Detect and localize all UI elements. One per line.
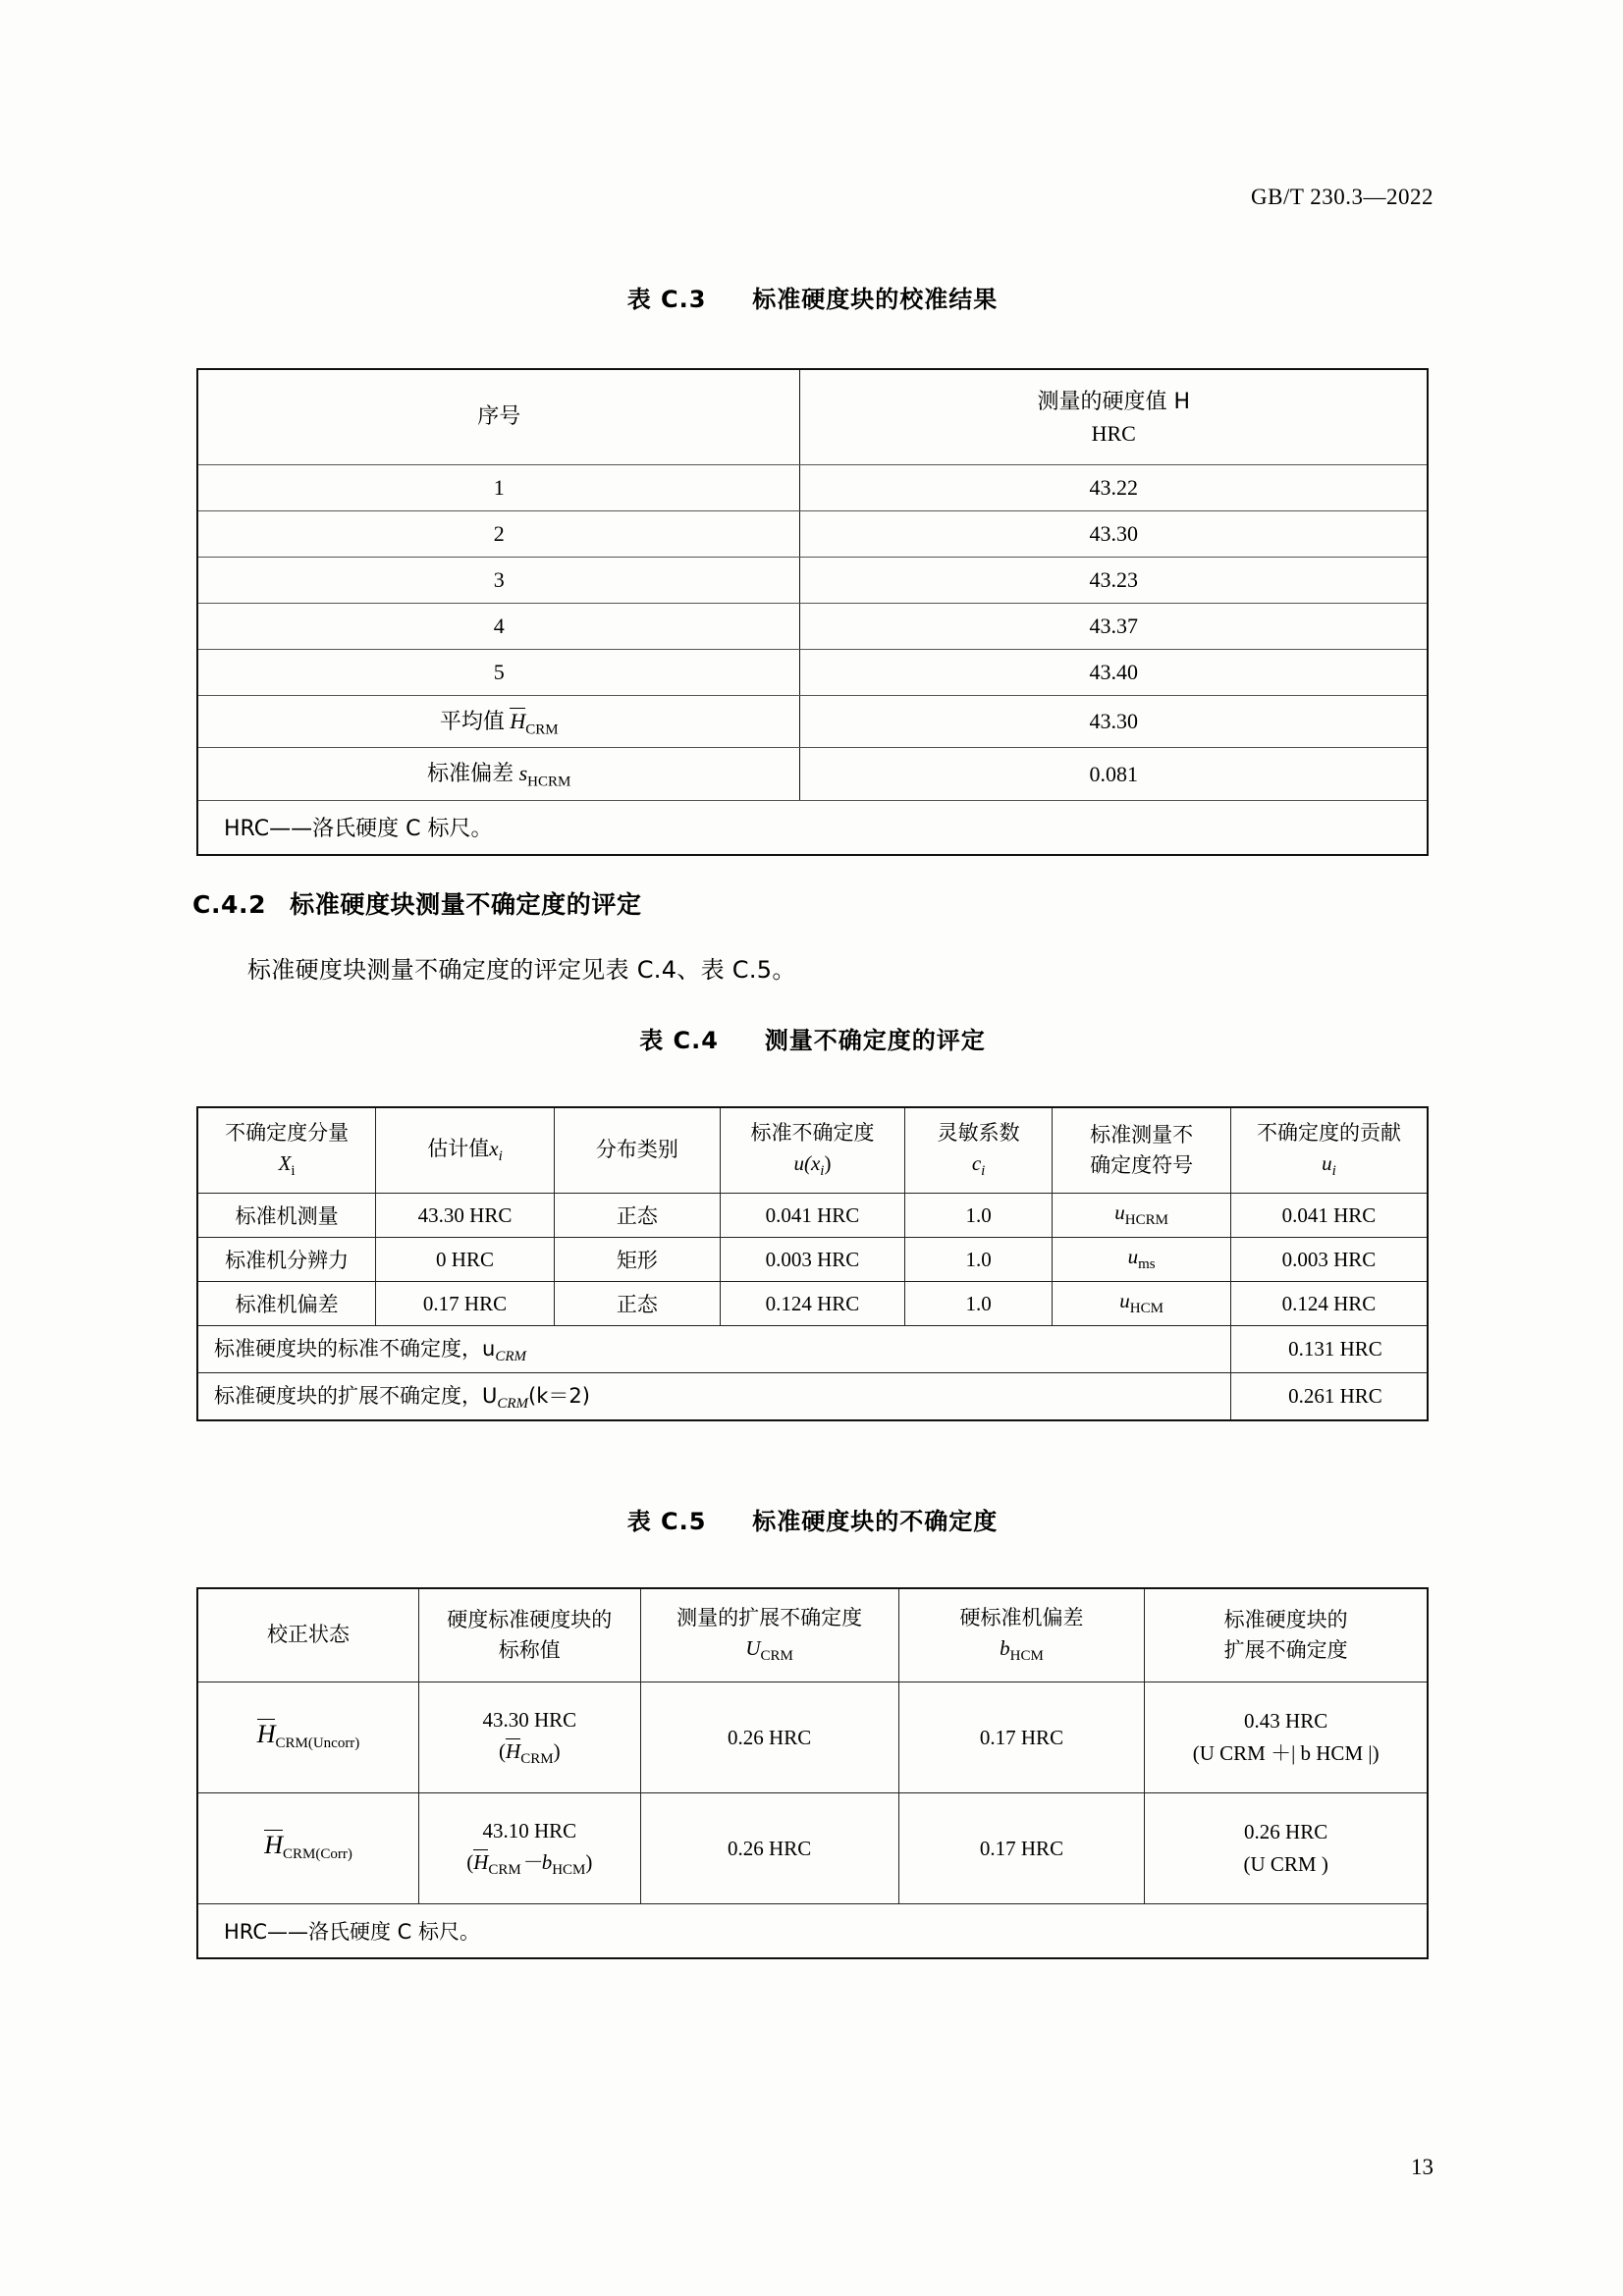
table-c4-row0-stdunc: 0.041 HRC — [720, 1194, 904, 1238]
table-row — [197, 1373, 1428, 1421]
table-c5-header-result-line1: 标准硬度块的 — [1223, 1607, 1348, 1631]
table-c5-row0-nominal-line1: 43.30 HRC — [482, 1707, 577, 1732]
table-c5-row1-result-line2: (U CRM ) — [1243, 1852, 1328, 1876]
table-c4-row2-component: 标准机偏差 — [197, 1282, 376, 1326]
table-c3-mean-symbol-sub: CRM — [525, 721, 559, 738]
table-c5-row1-result-line1: 0.26 HRC — [1244, 1820, 1328, 1844]
table-c5-header-expunc-sym: U — [745, 1636, 761, 1661]
table-c4-row2-symbol-sym: u — [1119, 1289, 1130, 1313]
table-c4-row1-symbol — [1053, 1238, 1231, 1282]
table-c5-row1-nominal-tail: －b — [520, 1850, 553, 1875]
table-c4-row2-symbol-sub: HCM — [1129, 1301, 1163, 1317]
table-c5-header-bias-sub: HCM — [1009, 1648, 1044, 1665]
page-header-standard-code: GB/T 230.3—2022 — [1251, 185, 1434, 209]
table-row — [197, 1194, 1428, 1238]
table-c3-header-col2 — [800, 369, 1428, 465]
table-c3-sd-value: 0.081 — [800, 748, 1428, 800]
table-row — [197, 1904, 1428, 1959]
table-c4-row0-sensitivity: 1.0 — [904, 1194, 1052, 1238]
table-c5-header-nominal — [419, 1588, 641, 1682]
table-c5-row0-result-line1: 0.43 HRC — [1244, 1709, 1328, 1734]
table-c3-sd-symbol-sub: HCRM — [527, 774, 571, 790]
table-c5-header-expunc-sub: CRM — [760, 1648, 793, 1665]
table-c5-header-bias-sym: b — [1000, 1636, 1010, 1661]
table-c4-header-estimate — [376, 1107, 555, 1194]
table-c4-row1-component: 标准机分辨力 — [197, 1238, 376, 1282]
table-row — [197, 1682, 1428, 1793]
table-c5-row0-bias: 0.17 HRC — [898, 1682, 1145, 1793]
table-c5-row0-result-line2: (U CRM ＋| b HCM |) — [1192, 1741, 1380, 1765]
table-c5-row1-nominal-sym: H — [473, 1850, 489, 1875]
table-c5-row0-expunc: 0.26 HRC — [640, 1682, 898, 1793]
table-c4-row2-sensitivity: 1.0 — [904, 1282, 1052, 1326]
table-c4-row2-distribution: 正态 — [554, 1282, 720, 1326]
table-c3-caption — [196, 280, 1429, 314]
table-c4-header-stdunc-sub: i — [820, 1163, 825, 1180]
table-c4-header-contribution-sub: i — [1331, 1163, 1336, 1180]
table-c4-row2-estimate: 0.17 HRC — [376, 1282, 555, 1326]
table-row — [197, 1588, 1428, 1682]
table-c4-row1-contribution: 0.003 HRC — [1230, 1238, 1428, 1282]
table-row — [197, 1793, 1428, 1904]
table-c5-header-expunc-line1: 测量的扩展不确定度 — [676, 1605, 863, 1629]
table-c5-header-expunc — [640, 1588, 898, 1682]
table-c4-summary0-label-text: 标准硬度块的标准不确定度，u — [214, 1337, 496, 1361]
table-c4-row2-symbol — [1053, 1282, 1231, 1326]
table-c4-header-sensitivity-sym: c — [971, 1151, 982, 1176]
table-c5-header-bias — [898, 1588, 1145, 1682]
table-c3-row2-no: 3 — [197, 558, 800, 604]
table-row — [197, 1107, 1428, 1194]
table-c4-row1-symbol-sym: u — [1127, 1245, 1139, 1269]
table-row — [197, 696, 1428, 748]
table-c4-header-contribution-line1: 不确定度的贡献 — [1256, 1120, 1401, 1145]
table-c5-row0-state-sym: H — [256, 1720, 276, 1749]
table-c3-row3-value: 43.37 — [800, 604, 1428, 650]
table-c4-caption-title: 测量不确定度的评定 — [764, 1027, 986, 1054]
table-c4-header-distribution: 分布类别 — [554, 1107, 720, 1194]
table-c3 — [196, 368, 1429, 856]
table-c5-row0-result — [1145, 1682, 1428, 1793]
table-row — [197, 748, 1428, 800]
table-c4-row1-distribution: 矩形 — [554, 1238, 720, 1282]
table-c5-row1-state-sub: CRM(Corr) — [282, 1846, 352, 1863]
page-number: 13 — [1411, 2155, 1434, 2179]
table-row — [197, 1326, 1428, 1373]
table-c3-header-col2-line2: HRC — [1091, 420, 1136, 446]
table-c3-mean-value: 43.30 — [800, 696, 1428, 748]
table-c5-row1-result — [1145, 1793, 1428, 1904]
table-c4-summary0-value: 0.131 HRC — [1230, 1326, 1428, 1373]
table-c5-header-bias-line1: 硬标准机偏差 — [959, 1605, 1084, 1629]
table-c5-row1-nominal-line1: 43.10 HRC — [482, 1818, 577, 1842]
table-c5-row1-nominal-tail-sub: HCM — [552, 1862, 586, 1879]
table-c5-caption-title: 标准硬度块的不确定度 — [752, 1508, 999, 1535]
table-c5-caption-label: 表 C.5 — [626, 1508, 707, 1535]
table-c4-block — [196, 1021, 1429, 1421]
table-c4-header-estimate-line1: 估计值 — [427, 1136, 490, 1160]
table-c4-header-sensitivity — [904, 1107, 1052, 1194]
table-c3-sd-label-cell — [197, 748, 800, 800]
table-c4-header-contribution — [1230, 1107, 1428, 1194]
table-c5-row1-nominal-line2: $(H_{CRM}-b_{HCM})$ — [466, 1850, 593, 1879]
table-c4-summary1-label-tail: (k＝2) — [528, 1384, 590, 1409]
table-c5-row1-nominal-sub: CRM — [488, 1862, 521, 1879]
table-c5-row0-nominal-sub: CRM — [520, 1751, 554, 1768]
table-c5-row0-nominal — [419, 1682, 641, 1793]
table-c4-row0-estimate: 43.30 HRC — [376, 1194, 555, 1238]
table-c4-header-symbol-line1: 标准测量不 — [1090, 1122, 1194, 1147]
section-heading — [192, 885, 642, 921]
table-c5-note: HRC——洛氏硬度 C 标尺。 — [197, 1904, 1428, 1959]
table-c4-row0-distribution: 正态 — [554, 1194, 720, 1238]
table-c4-row1-symbol-sub: ms — [1138, 1256, 1156, 1273]
table-row — [197, 511, 1428, 558]
table-c5-row1-state — [197, 1793, 419, 1904]
table-c5-row1-nominal — [419, 1793, 641, 1904]
table-c3-row3-no: 4 — [197, 604, 800, 650]
table-c3-mean-label-cell — [197, 696, 800, 748]
table-c4-header-component-sub: i — [291, 1163, 296, 1180]
table-c4-row1-stdunc: 0.003 HRC — [720, 1238, 904, 1282]
table-c3-sd-label: 标准偏差 — [427, 762, 514, 787]
table-c4-row1-estimate: 0 HRC — [376, 1238, 555, 1282]
table-c4-header-component-sym: X — [278, 1151, 292, 1176]
table-row — [197, 650, 1428, 696]
table-c3-header-col1: 序号 — [197, 369, 800, 465]
table-row — [197, 465, 1428, 511]
table-c5-header-result — [1145, 1588, 1428, 1682]
table-c4-summary0-label-sub: CRM — [495, 1349, 526, 1365]
table-c4-header-estimate-sym: x — [489, 1136, 499, 1160]
table-row — [197, 558, 1428, 604]
table-c5-block — [196, 1502, 1429, 1959]
table-c3-note: HRC——洛氏硬度 C 标尺。 — [224, 817, 493, 842]
table-row — [197, 800, 1428, 855]
table-c5-header-nominal-line2: 标称值 — [498, 1638, 561, 1662]
table-c5-header-state: 校正状态 — [197, 1588, 419, 1682]
table-c4-row2-stdunc: 0.124 HRC — [720, 1282, 904, 1326]
table-c4-header-component-line1: 不确定度分量 — [225, 1120, 350, 1145]
table-c4-summary1-label-sub: CRM — [497, 1396, 529, 1413]
table-c4-row1-sensitivity: 1.0 — [904, 1238, 1052, 1282]
table-c3-row2-value: 43.23 — [800, 558, 1428, 604]
table-c5-row0-state-sub: CRM(Uncorr) — [275, 1735, 360, 1752]
table-c5-row1-expunc: 0.26 HRC — [640, 1793, 898, 1904]
table-c5-header-nominal-line1: 硬度标准硬度块的 — [447, 1607, 613, 1631]
table-c4-header-stdunc-close: ) — [824, 1151, 832, 1176]
table-c3-mean-symbol: H — [510, 709, 526, 733]
table-c4-summary1-label-text: 标准硬度块的扩展不确定度，U — [214, 1384, 498, 1409]
table-c4-caption-label: 表 C.4 — [639, 1027, 719, 1054]
table-c4-summary0-label — [197, 1326, 1230, 1373]
table-c5 — [196, 1587, 1429, 1959]
table-c4-summary1-value: 0.261 HRC — [1230, 1373, 1428, 1421]
table-c4-header-stdunc-sym: u(x — [793, 1151, 821, 1176]
table-c4-row0-symbol-sub: HCRM — [1124, 1212, 1168, 1229]
table-c4-row0-contribution: 0.041 HRC — [1230, 1194, 1428, 1238]
table-c4-header-contribution-sym: u — [1322, 1151, 1332, 1176]
table-c4-row0-symbol-sym: u — [1114, 1201, 1125, 1225]
table-c3-header-col2-line1: 测量的硬度值 H — [1037, 389, 1190, 414]
table-c3-row4-value: 43.40 — [800, 650, 1428, 696]
table-c5-caption — [196, 1502, 1429, 1536]
table-c4-header-component — [197, 1107, 376, 1194]
table-c4-header-symbol-line2: 确定度符号 — [1090, 1153, 1194, 1177]
table-c3-caption-title: 标准硬度块的校准结果 — [752, 286, 999, 313]
table-c4 — [196, 1106, 1429, 1421]
table-row — [197, 604, 1428, 650]
table-c5-header-result-line2: 扩展不确定度 — [1223, 1638, 1348, 1662]
table-c3-row0-value: 43.22 — [800, 465, 1428, 511]
section-number: C.4.2 — [192, 890, 267, 919]
table-c3-sd-symbol: s — [518, 761, 528, 786]
table-c5-row1-bias: 0.17 HRC — [898, 1793, 1145, 1904]
table-c4-caption — [196, 1021, 1429, 1055]
table-c3-mean-label: 平均值 — [439, 710, 505, 734]
table-c3-row1-no: 2 — [197, 511, 800, 558]
table-c4-row2-contribution: 0.124 HRC — [1230, 1282, 1428, 1326]
table-c5-row0-nominal-sym: H — [506, 1739, 521, 1764]
table-c4-header-symbol — [1053, 1107, 1231, 1194]
table-c4-header-estimate-sub: i — [498, 1148, 503, 1164]
section-title: 标准硬度块测量不确定度的评定 — [290, 890, 642, 919]
table-c4-header-stdunc — [720, 1107, 904, 1194]
section-paragraph: 标准硬度块测量不确定度的评定见表 C.4、表 C.5。 — [247, 956, 796, 984]
table-c3-row4-no: 5 — [197, 650, 800, 696]
table-c4-header-sensitivity-line1: 灵敏系数 — [937, 1120, 1020, 1145]
table-c5-row0-state — [197, 1682, 419, 1793]
table-c4-summary1-label — [197, 1373, 1230, 1421]
table-c3-caption-label: 表 C.3 — [626, 286, 707, 313]
table-c3-row0-no: 1 — [197, 465, 800, 511]
table-c3-block — [196, 280, 1429, 856]
table-c4-row0-component: 标准机测量 — [197, 1194, 376, 1238]
table-c4-row0-symbol — [1053, 1194, 1231, 1238]
table-c5-row1-state-sym: H — [264, 1831, 283, 1860]
table-row — [197, 1282, 1428, 1326]
table-c4-header-stdunc-line1: 标准不确定度 — [750, 1120, 875, 1145]
table-c4-header-sensitivity-sub: i — [981, 1163, 986, 1180]
table-row — [197, 369, 1428, 465]
table-row — [197, 1238, 1428, 1282]
table-c5-row0-nominal-line2: $(H_{CRM})$ — [499, 1739, 561, 1768]
table-c3-row1-value: 43.30 — [800, 511, 1428, 558]
